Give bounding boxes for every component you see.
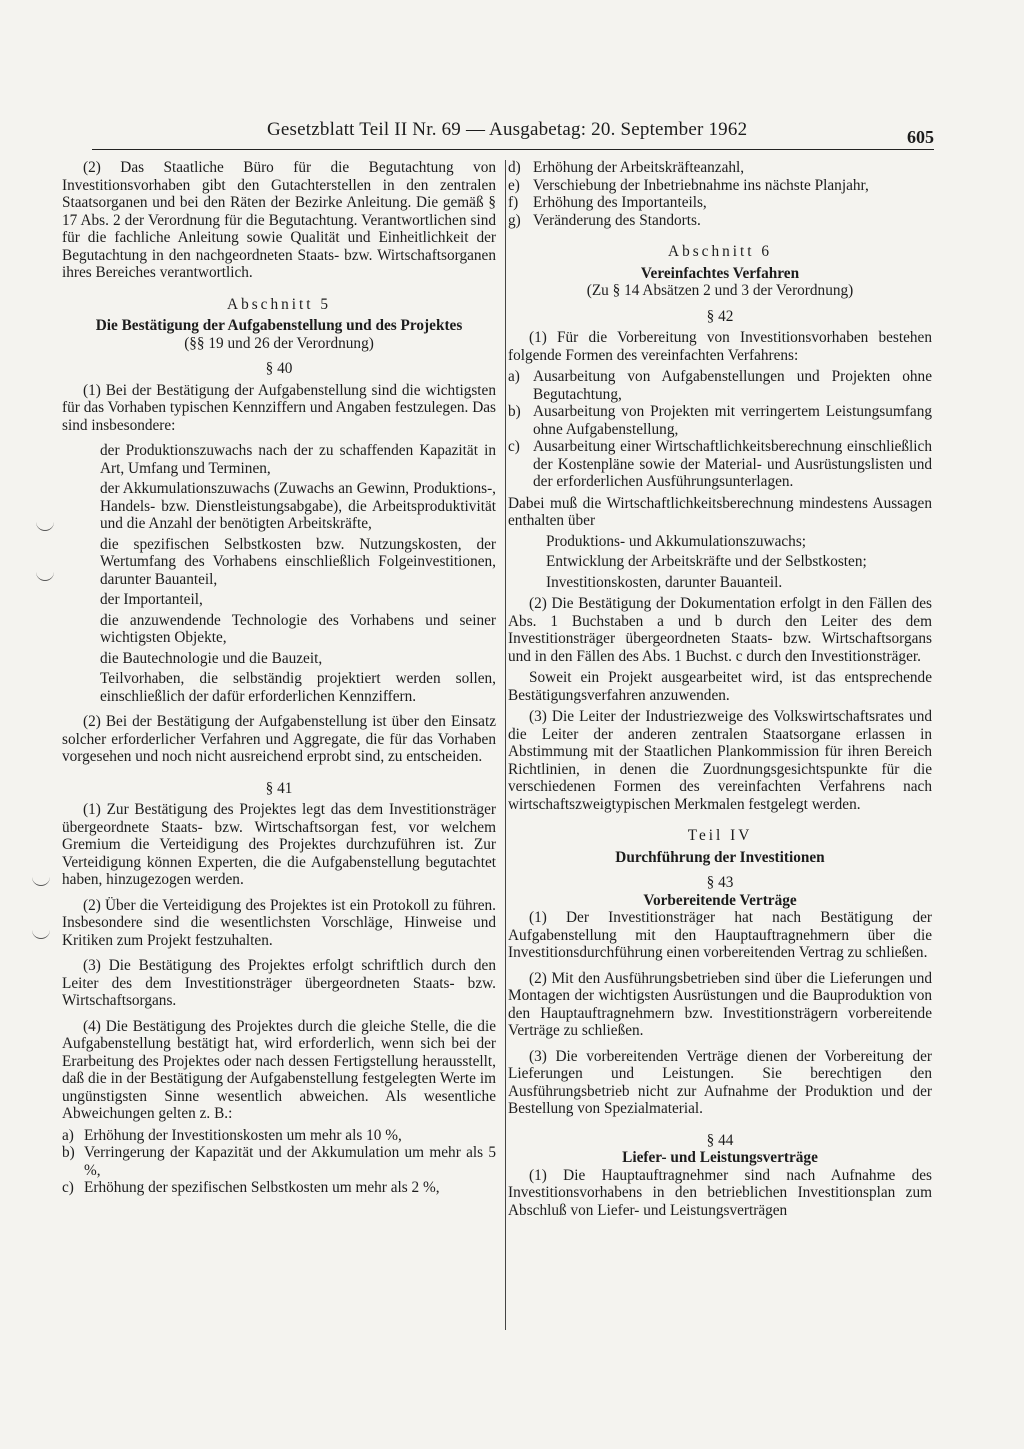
list-marker: a) <box>508 368 520 385</box>
left-column <box>62 159 496 1197</box>
list-item <box>62 1179 496 1197</box>
list-marker: e) <box>508 176 520 194</box>
paragraph: (1) Der Investitionsträger hat nach Bestätigung der Aufgabenstellung mit den Hauptauftragnehmern über die Investitionsdurchführung einen vorbereitenden Vertrag zu schließen. <box>508 909 932 961</box>
paragraph: Soweit ein Projekt ausgearbeitet wird, ist das entsprechende Bestätigungsverfahren anzuwenden. <box>508 669 932 704</box>
list-item: der Produktionszuwachs nach der zu schaffenden Kapazität in Art, Umfang und Terminen, <box>100 442 496 477</box>
paragraph: (2) Die Bestätigung der Dokumentation erfolgt in den Fällen des Abs. 1 Buchstaben a und b durch den Leiter des dem Investitionsträger übergeordneten Staats- bzw. Wirtschaftsorgans und in den Fällen des Abs. 1 Buchst. c durch den Investitionsträger. <box>508 595 932 665</box>
paragraph: (3) Die Leiter der Industriezweige des Volkswirtschaftsrates und die Leiter der anderen zentralen Staatsorgane erlassen in Abstimmung mit der Staatlichen Plankommission für ihren Bereich Richtlinien, in denen die Zuordnungsgesichtspunkte für die verschiedenen Formen des vereinfachten Verfahrens nach wirtschaftszweigtypischen Merkmalen festgelegt werden. <box>508 708 932 813</box>
list-marker: a) <box>62 1126 74 1144</box>
list-item <box>508 438 932 491</box>
paragraph: (1) Die Hauptauftragnehmer sind nach Aufnahme des Investitionsvorhabens in den betrieblichen Investitionsplan zum Abschluß von Liefer- und Leistungsverträgen <box>508 1166 932 1219</box>
list-marker: g) <box>508 211 521 229</box>
gazette-title: Gesetzblatt Teil II Nr. 69 — Ausgabetag: 20. September 1962 <box>267 119 748 140</box>
section-title: Die Bestätigung der Aufgabenstellung und des Projektes <box>95 317 463 334</box>
section-subtitle: (Zu § 14 Absätzen 2 und 3 der Verordnung) <box>586 282 854 299</box>
list-text: Ausarbeitung einer Wirtschaftlichkeitsberechnung einschließlich der Kostenpläne sowie der Material- und Ausrüstungslisten und der erforderlichen Ausführungsunterlagen. <box>533 438 932 490</box>
list-item: Entwicklung der Arbeitskräfte und der Selbstkosten; <box>546 553 867 570</box>
paragraph: (2) Bei der Bestätigung der Aufgabenstellung ist über den Einsatz solcher erforderlicher Verfahren und Aggregate, die für das Vorhaben vorgesehen und noch nicht ausreichend erprobt sind, zu entscheiden. <box>62 713 496 765</box>
section-title: Durchführung der Investitionen <box>615 848 825 866</box>
section-subtitle: (§§ 19 und 26 der Verordnung) <box>184 334 374 352</box>
list-item: Teilvorhaben, die selbständig projektiert werden sollen, einschließlich der dafür erforderlichen Kennziffern. <box>100 670 496 705</box>
paragraph: (1) Zur Bestätigung des Projektes legt das dem Investitionsträger übergeordnete Staats- bzw. Wirtschaftsorgan fest, vor welchem Gremium die Verteidigung des Projektes durchzuführen ist. Zur Verteidigung können Experten, die die Aufgabenstellung begutachtet haben, hinzugezogen werden. <box>62 801 496 888</box>
list-item: Produktions- und Akkumulationszuwachs; <box>546 532 807 550</box>
paragraph-title: Vorbereitende Verträge <box>643 891 797 909</box>
section-title: Vereinfachtes Verfahren <box>640 264 800 282</box>
list-item: die spezifischen Selbstkosten bzw. Nutzungskosten, der Wertumfang des Vorhabens einschließlich Folgeinvestitionen, darunter Bauanteil, <box>100 535 496 588</box>
list-marker: b) <box>508 403 521 420</box>
list-text: Erhöhung der Arbeitskräfteanzahl, <box>533 159 745 176</box>
list-marker: f) <box>508 194 519 211</box>
paragraph: (3) Die Bestätigung des Projektes erfolgt schriftlich durch den Leiter des dem Investitionsträger übergeordneten Staats- bzw. Wirtschaftsorgans. <box>62 957 496 1009</box>
list-marker: c) <box>508 438 520 455</box>
list-text: Ausarbeitung von Aufgabenstellungen und Projekten ohne Begutachtung, <box>533 368 932 403</box>
list-text: Erhöhung der Investitionskosten um mehr als 10 %, <box>84 1126 402 1144</box>
column-divider <box>505 160 506 1330</box>
list-text: Veränderung des Standorts. <box>533 211 701 229</box>
list-item <box>508 177 932 195</box>
list-item: die Bautechnologie und die Bauzeit, <box>100 649 323 667</box>
list-marker: c) <box>62 1179 74 1196</box>
paragraph-number: § 44 <box>706 1131 734 1149</box>
list-item <box>508 194 932 212</box>
margin-tick-mark <box>32 928 50 939</box>
paragraph: (4) Die Bestätigung des Projektes durch die gleiche Stelle, die die Aufgabenstellung bestätigt hat, wird erforderlich, wenn sich bei der Erarbeitung des Projektes oder nach dessen Fertigstellung herausstellt, daß die in der Bestätigung der Aufgabenstellung festgelegten Werte im ungünstigsten Sinne wesentlich abweichen. Als wesentliche Abweichungen gelten z. B.: <box>62 1017 496 1122</box>
list-text: Ausarbeitung von Projekten mit verringertem Leistungsumfang ohne Aufgabenstellung, <box>533 403 932 438</box>
paragraph: (2) Über die Verteidigung des Projektes ist ein Protokoll zu führen. Insbesondere sind die wesentlichsten Vorschläge, Hinweise und Kritiken zum Projekt festzuhalten. <box>62 896 496 949</box>
list-item: der Akkumulationszuwachs (Zuwachs an Gewinn, Produktions-, Handels- bzw. Dienstleistungsabgabe), die Arbeitsproduktivität und die Anzahl der benötigten Arbeitskräfte, <box>100 480 496 532</box>
paragraph: (3) Die vorbereitenden Verträge dienen der Vorbereitung der Lieferungen und Leistungen. Sie berechtigen den Ausführungsbetrieb nicht zur Aufnahme der Produktion und der Bestellung von Spezialmaterial. <box>508 1047 932 1117</box>
list-item <box>62 1144 496 1179</box>
list-item <box>508 403 932 438</box>
list-text: Verschiebung der Inbetriebnahme ins nächste Planjahr, <box>533 176 869 194</box>
list-text: Verringerung der Kapazität und der Akkumulation um mehr als 5 %, <box>84 1144 496 1179</box>
section-heading: Abschnitt 5 <box>227 295 331 313</box>
paragraph: (2) Mit den Ausführungsbetrieben sind über die Lieferungen und Montagen der wichtigsten Ausrüstungen und die Bauproduktion von den Hauptauftragnehmern bzw. Investitionsträgern vorbereitende Verträge zu schließen. <box>508 969 932 1039</box>
margin-tick-mark <box>36 520 54 531</box>
list-text: Erhöhung der spezifischen Selbstkosten um mehr als 2 %, <box>84 1179 440 1196</box>
section-heading: Teil IV <box>687 827 753 844</box>
list-item: Investitionskosten, darunter Bauanteil. <box>546 573 783 591</box>
list-item <box>508 159 932 177</box>
margin-tick-mark <box>36 570 54 581</box>
paragraph-number: § 42 <box>706 307 734 325</box>
list-item <box>62 1127 496 1145</box>
page-header <box>92 113 934 150</box>
list-item: der Importanteil, <box>100 591 203 608</box>
list-item <box>508 368 932 403</box>
list-text: Erhöhung des Importanteils, <box>533 194 707 211</box>
paragraph-number: § 40 <box>265 360 293 377</box>
list-marker: d) <box>508 159 521 176</box>
margin-tick-mark <box>32 875 50 886</box>
paragraph-number: § 41 <box>265 779 293 797</box>
list-item: die anzuwendende Technologie des Vorhabens und seiner wichtigsten Objekte, <box>100 611 496 646</box>
page-number: 605 <box>907 127 934 147</box>
paragraph-title: Liefer- und Leistungsverträge <box>622 1149 818 1166</box>
section-heading: Abschnitt 6 <box>668 243 772 260</box>
list-item <box>508 212 932 230</box>
list-marker: b) <box>62 1144 75 1161</box>
right-column <box>508 159 932 1219</box>
paragraph-number: § 43 <box>706 874 734 891</box>
paragraph: (1) Bei der Bestätigung der Aufgabenstellung sind die wichtigsten für das Vorhaben typischen Kennziffern und Angaben festzulegen. Das sind insbesondere: <box>62 381 496 434</box>
paragraph: Dabei muß die Wirtschaftlichkeitsberechnung mindestens Aussagen enthalten über <box>508 494 932 529</box>
paragraph: (2) Das Staatliche Büro für die Begutachtung von Investitionsvorhaben gibt den Gutachterstellen in den zentralen Staatsorganen und bei den Räten der Bezirke Anleitung. Die gemäß § 17 Abs. 2 der Verordnung für die Begutachtung. Verantwortlichen sind für die fachliche Anleitung sowie Qualität und Einheitlichkeit der Begutachtung in den nachgeordneten Staats- bzw. Wirtschaftsorganen ihres Bereiches verantwortlich. <box>62 159 496 281</box>
paragraph: (1) Für die Vorbereitung von Investitionsvorhaben bestehen folgende Formen des vereinfachten Verfahrens: <box>508 329 932 364</box>
